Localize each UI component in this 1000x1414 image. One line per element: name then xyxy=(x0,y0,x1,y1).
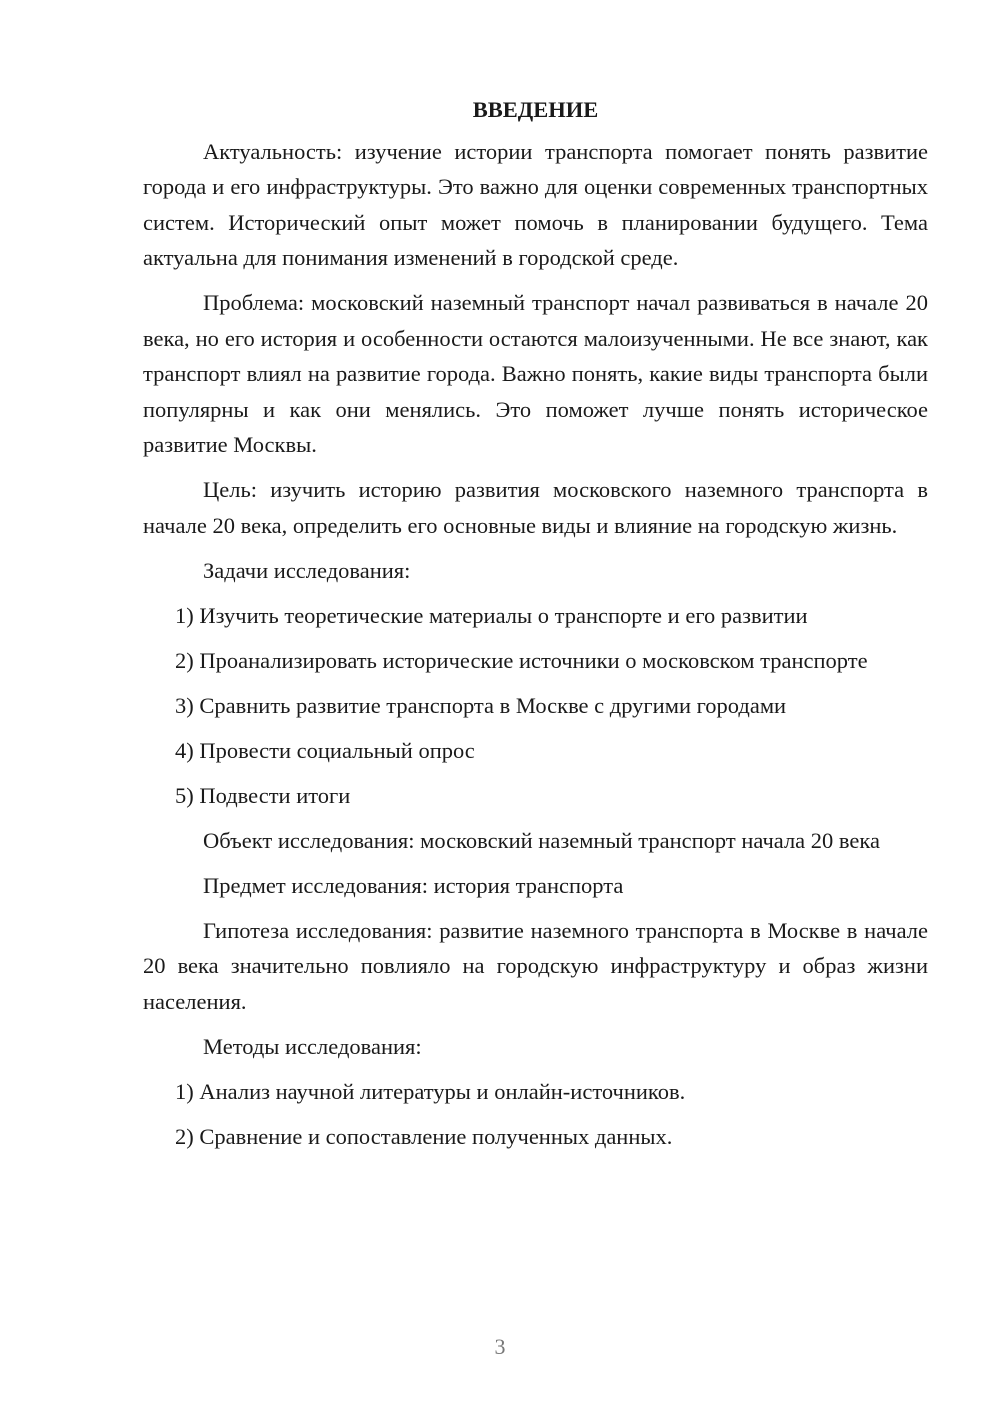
page-number: 3 xyxy=(494,1334,506,1359)
method-item: 2) Сравнение и сопоставление полученных данных. xyxy=(175,1123,673,1149)
hypothesis-paragraph: Гипотеза исследования: развитие наземного транспорта в Москве в начале 20 века значительно повлияло на городскую инфраструктуру и образ жизни населения. xyxy=(143,917,928,1014)
task-item: 3) Сравнить развитие транспорта в Москве с другими городами xyxy=(175,692,787,718)
task-item: 2) Проанализировать исторические источники о московском транспорте xyxy=(175,647,868,673)
goal-paragraph: Цель: изучить историю развития московского наземного транспорта в начале 20 века, определить его основные виды и влияние на городскую жизнь. xyxy=(143,477,928,538)
problem-paragraph: Проблема: московский наземный транспорт начал развиваться в начале 20 века, но его история и особенности остаются малоизученными. Не все знают, как транспорт влиял на развитие города. Важно понять, какие виды транспорта были популярны и как они менялись. Это поможет лучше понять историческое развитие Москвы. xyxy=(143,290,928,457)
relevance-paragraph: Актуальность: изучение истории транспорта помогает понять развитие города и его инфраструктуры. Это важно для оценки современных транспортных систем. Исторический опыт может помочь в планировании будущего. Тема актуальна для понимания изменений в городской среде. xyxy=(143,138,928,270)
tasks-title: Задачи исследования: xyxy=(203,557,411,583)
section-heading: ВВЕДЕНИЕ xyxy=(472,97,599,122)
task-item: 5) Подвести итоги xyxy=(175,782,351,808)
methods-title: Методы исследования: xyxy=(203,1033,422,1059)
task-item: 4) Провести социальный опрос xyxy=(175,737,475,763)
page-content xyxy=(143,92,928,1164)
method-item: 1) Анализ научной литературы и онлайн-источников. xyxy=(175,1078,686,1104)
object-paragraph: Объект исследования: московский наземный транспорт начала 20 века xyxy=(203,827,880,853)
task-item: 1) Изучить теоретические материалы о транспорте и его развитии xyxy=(175,602,808,628)
subject-paragraph: Предмет исследования: история транспорта xyxy=(203,872,624,898)
